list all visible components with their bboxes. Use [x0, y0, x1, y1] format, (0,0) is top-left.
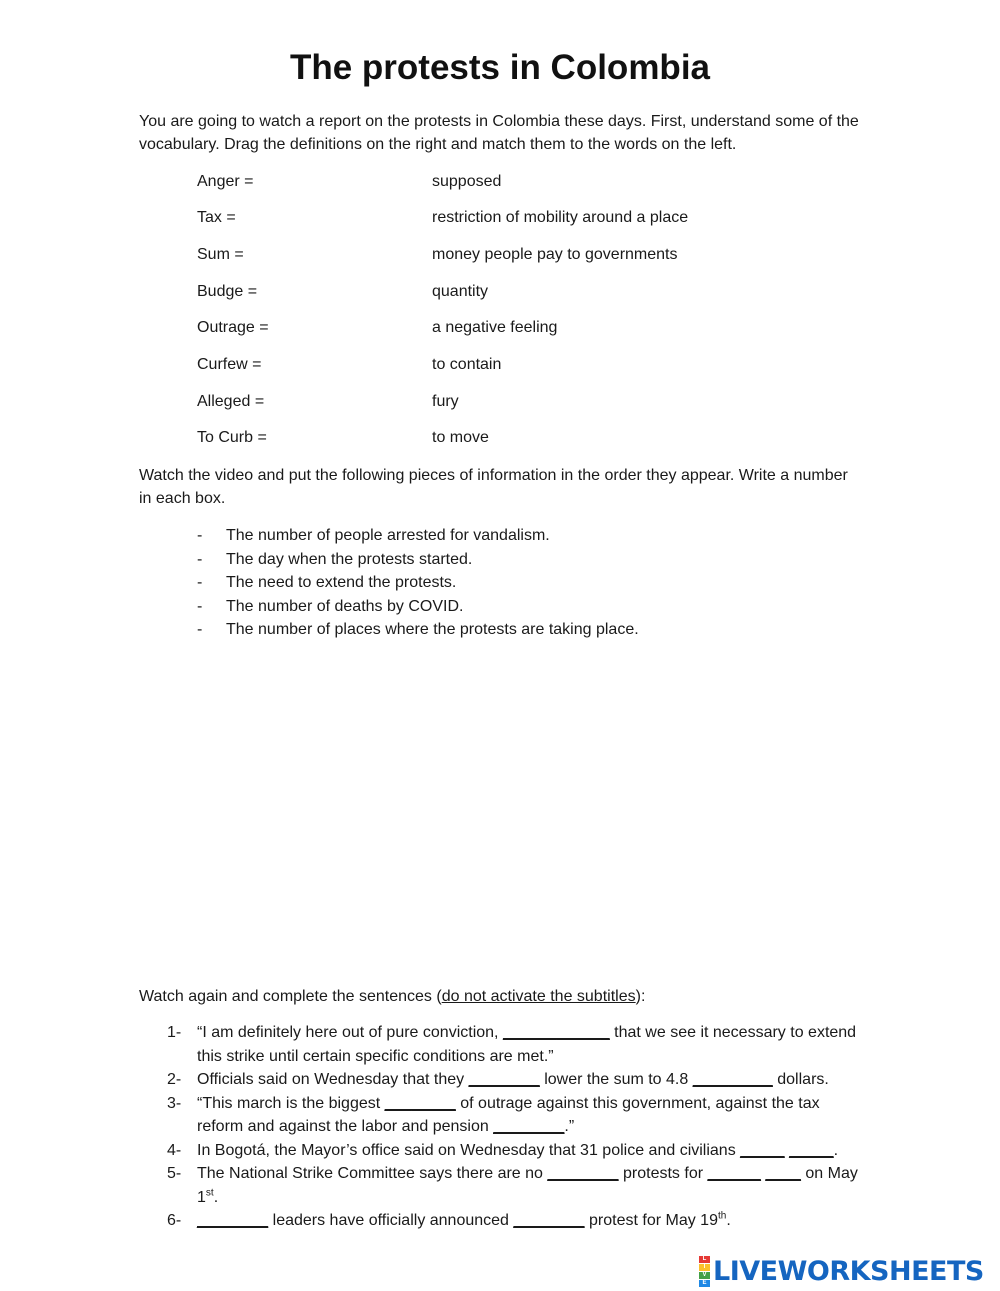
sentence-text: dollars. [772, 1071, 829, 1088]
dash-marker: - [197, 550, 203, 568]
subtitles-warning: do not activate the subtitles [441, 988, 636, 1005]
list-item [197, 595, 897, 619]
sentence-number: 1- [167, 1024, 182, 1041]
list-item [197, 524, 897, 548]
sentence-item [167, 1068, 867, 1092]
vocab-definition[interactable]: a negative feeling [432, 319, 558, 336]
answer-blank[interactable]: ________ [493, 1118, 565, 1135]
vocab-word: Alleged = [197, 393, 265, 410]
list-item [197, 571, 897, 595]
vocab-definition[interactable]: to move [432, 429, 489, 446]
answer-blank[interactable]: ______ [707, 1165, 761, 1182]
sentence-text: .” [564, 1118, 575, 1135]
order-instructions: Watch the video and put the following pieces of information in the order they appear. Write a number in each box. [139, 467, 848, 507]
logo-block: L [699, 1256, 710, 1263]
page-title: The protests in Colombia [289, 48, 711, 87]
liveworksheets-logo [699, 1254, 984, 1288]
answer-blank[interactable]: ____ [765, 1165, 801, 1182]
list-item-text: The need to extend the protests. [226, 574, 457, 591]
vocab-definition[interactable]: money people pay to governments [432, 246, 678, 263]
vocab-definition[interactable]: supposed [432, 173, 502, 190]
list-item-text: The number of places where the protests are taking place. [226, 621, 639, 638]
list-item-text: The day when the protests started. [226, 550, 473, 568]
sentence-number: 4- [167, 1141, 182, 1159]
sentence-text: on May 1 [197, 1165, 858, 1206]
complete-instructions [139, 985, 859, 1008]
dash-marker: - [197, 621, 203, 638]
sentence-text: . [833, 1141, 839, 1159]
instructions-text-end: ): [635, 988, 646, 1005]
logo-block: E [699, 1280, 710, 1287]
vocab-row [0, 316, 1000, 340]
answer-blank[interactable]: ________ [513, 1212, 585, 1229]
logo-icon [699, 1256, 710, 1287]
logo-block: V [699, 1272, 710, 1279]
vocab-word: To Curb = [197, 429, 267, 446]
vocab-row [0, 390, 1000, 414]
dash-marker: - [197, 574, 203, 591]
sentence-text: protests for [618, 1165, 708, 1182]
answer-blank[interactable]: ________ [197, 1212, 269, 1229]
order-list [197, 524, 897, 642]
list-item [197, 618, 897, 642]
sentence-list [167, 1021, 867, 1233]
vocab-definition[interactable]: fury [432, 393, 459, 410]
sentence-text: lower the sum to 4.8 [539, 1071, 693, 1088]
sentence-text: “This march is the biggest [197, 1094, 385, 1112]
answer-blank[interactable]: _____ [740, 1141, 785, 1159]
sentence-text: The National Strike Committee says there are no [197, 1165, 548, 1182]
instructions-text: Watch again and complete the sentences ( [139, 988, 442, 1005]
vocab-word: Curfew = [197, 356, 262, 373]
vocab-row [0, 353, 1000, 377]
ordinal-suffix: th [717, 1210, 727, 1222]
sentence-item [167, 1092, 867, 1139]
dash-marker: - [197, 527, 203, 544]
intro-paragraph: You are going to watch a report on the protests in Colombia these days. First, understand some of the vocabulary. Drag the definitions on the right and match them to the words on the left. [139, 113, 859, 153]
sentence-text: that we see it necessary to extend this strike until certain specific conditions are met.” [197, 1024, 857, 1065]
sentence-text: Officials said on Wednesday that they [197, 1071, 469, 1088]
sentence-item [167, 1209, 867, 1233]
answer-blank[interactable]: ________ [384, 1094, 456, 1112]
vocab-row [0, 280, 1000, 304]
vocab-word: Anger = [197, 173, 254, 190]
answer-blank[interactable]: ____________ [502, 1024, 610, 1041]
sentence-text: “I am definitely here out of pure conviction, [197, 1024, 503, 1041]
vocab-row [0, 170, 1000, 194]
dash-marker: - [197, 597, 203, 615]
vocab-row [0, 243, 1000, 267]
sentence-item [167, 1021, 867, 1068]
vocab-definition[interactable]: restriction of mobility around a place [432, 209, 689, 226]
vocab-row [0, 426, 1000, 450]
list-item-text: The number of deaths by COVID. [226, 597, 464, 615]
vocab-word: Budge = [197, 283, 258, 300]
sentence-text: of outrage against this government, against the tax reform and against the labor and pension [197, 1094, 820, 1135]
list-item-text: The number of people arrested for vandalism. [226, 527, 550, 544]
logo-text: LIVEWORKSHEETS [713, 1255, 984, 1287]
answer-blank[interactable]: _________ [692, 1071, 773, 1088]
sentence-number: 5- [167, 1165, 182, 1182]
logo-block: I [699, 1264, 710, 1271]
sentence-number: 2- [167, 1071, 182, 1088]
list-item [197, 548, 897, 572]
sentence-item [167, 1139, 867, 1163]
answer-blank[interactable]: ________ [547, 1165, 619, 1182]
ordinal-suffix: st [205, 1187, 214, 1199]
sentence-number: 3- [167, 1094, 182, 1112]
vocab-word: Tax = [197, 209, 236, 226]
vocab-word: Outrage = [197, 319, 269, 336]
vocab-definition[interactable]: quantity [432, 283, 489, 300]
sentence-item [167, 1162, 867, 1209]
sentence-text: protest for May 19 [584, 1212, 718, 1229]
sentence-text: . [726, 1212, 731, 1229]
vocab-word: Sum = [197, 246, 244, 263]
sentence-number: 6- [167, 1212, 182, 1229]
sentence-text: . [213, 1188, 219, 1206]
answer-blank[interactable]: ________ [468, 1071, 540, 1088]
vocab-row [0, 206, 1000, 230]
vocab-definition[interactable]: to contain [432, 356, 502, 373]
sentence-text: leaders have officially announced [268, 1212, 514, 1229]
sentence-text: In Bogotá, the Mayor’s office said on Wednesday that 31 police and civilians [197, 1141, 741, 1159]
answer-blank[interactable]: _____ [789, 1141, 834, 1159]
